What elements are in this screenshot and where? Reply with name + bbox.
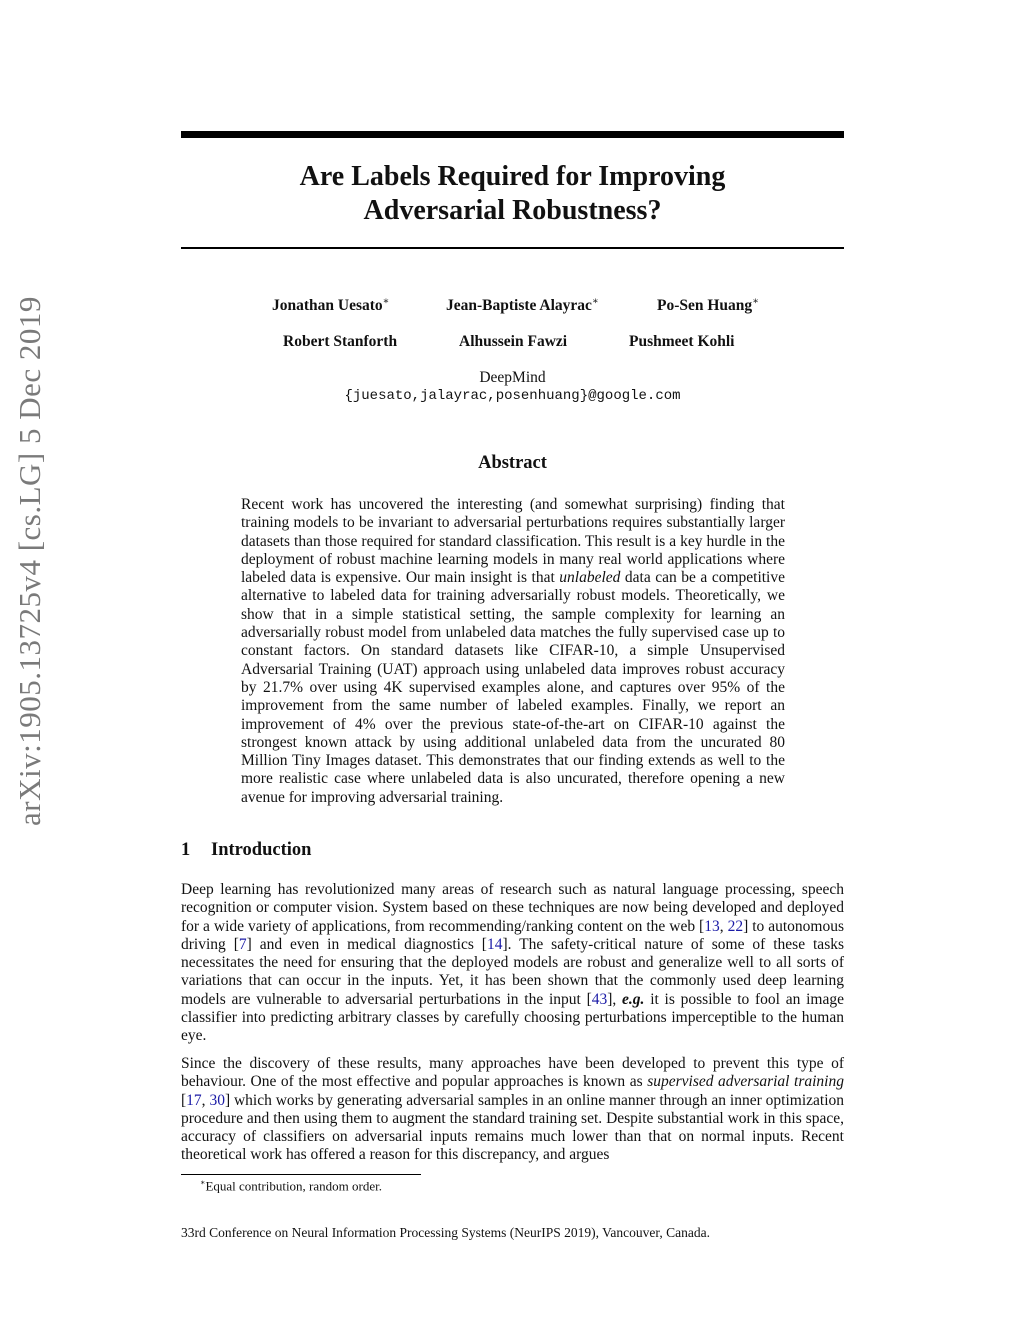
title-top-rule [181,131,844,138]
venue-note: 33rd Conference on Neural Information Processing Systems (NeurIPS 2019), Vancouver, Canada. [181,1225,710,1240]
title-line-2: Adversarial Robustness? [363,195,662,226]
author-uesato: Jonathan Uesato∗ [272,296,390,315]
author-huang: Po-Sen Huang∗ [657,296,759,315]
footnote-rule [181,1174,421,1175]
paper-title [181,160,844,228]
citation-13[interactable]: 13 [704,917,720,935]
abstract-heading: Abstract [478,453,547,473]
author-fawzi: Alhussein Fawzi [459,333,568,350]
citation-30[interactable]: 30 [209,1091,225,1109]
author-alayrac: Jean-Baptiste Alayrac∗ [446,296,599,315]
abstract-body: Recent work has uncovered the interesting (and somewhat surprising) finding that training models to be invariant to adversarial perturbations requires substantially larger datasets than those required for standard classification. This result is a key hurdle in the deployment of robust machine learning models in many real world applications where labeled data is expensive. Our main insight is that unlabeled data can be a competitive alternative to labeled data for training adversarially robust models. Theoretically, we show that in a simple statistical setting, the sample complexity for learning an adversarially robust model from unlabeled data matches the fully supervised case up to constant factors. On standard datasets like CIFAR-10, a simple Unsupervised Adversarial Training (UAT) approach using unlabeled data improves robust accuracy by 21.7% over using 4K supervised examples alone, and captures over 95% of the improvement from the same number of labeled examples. Finally, we report an improvement of 4% over the previous state-of-the-art on CIFAR-10 against the strongest known attack by using additional unlabeled data from the uncurated 80 Million Tiny Images dataset. This demonstrates that our finding extends as well to the more realistic case where unlabeled data is also uncurated, therefore opening a new avenue for improving adversarial training. [241,496,785,806]
footnote: ∗Equal contribution, random order. [200,1178,382,1194]
author-email: {juesato,jalayrac,posenhuang}@google.com [344,388,681,404]
intro-paragraph-2: Since the discovery of these results, many approaches have been developed to prevent this type of behaviour. One of the most effective and popular approaches is known as supervised adversarial training [17, 30] which works by generating adversarial samples in an online manner through an inner optimization procedure and then using them to augment the standard training set. Despite substantial work in this space, accuracy of classifiers on adversarial inputs remains much lower than that on normal inputs. Recent theoretical work has offered a reason for this discrepancy, and argues [181,1055,845,1164]
citation-17[interactable]: 17 [186,1091,202,1109]
section-heading-introduction: 1 Introduction [181,840,312,860]
title-line-1: Are Labels Required for Improving [299,161,726,192]
citation-14[interactable]: 14 [486,935,503,953]
citation-22[interactable]: 22 [727,917,744,935]
affiliation: DeepMind [479,369,546,386]
title-bottom-rule [181,247,844,249]
author-stanforth: Robert Stanforth [283,333,398,350]
citation-7[interactable]: 7 [238,935,247,953]
arxiv-stamp: arXiv:1905.13725v4 [cs.LG] 5 Dec 2019 [12,296,47,826]
citation-43[interactable]: 43 [591,990,608,1008]
intro-paragraph-1: Deep learning has revolutionized many areas of research such as natural language processing, speech recognition or computer vision. System based on these techniques are now being developed and deployed for a wide variety of applications, from recommending/ranking content on the web [13, 22] to autonomous driving [7] and even in medical diagnostics [14]. The safety-critical nature of some of these tasks necessitates the need for ensuring that the deployed models are robust and generalize well to all sorts of variations that can occur in the inputs. Yet, it has been shown that the commonly used deep learning models are vulnerable to adversarial perturbations in the input [43], e.g. it is possible to fool an image classifier into predicting arbitrary classes by carefully choosing perturbations imperceptible to the human eye. [181,881,845,1045]
author-kohli: Pushmeet Kohli [629,333,735,350]
